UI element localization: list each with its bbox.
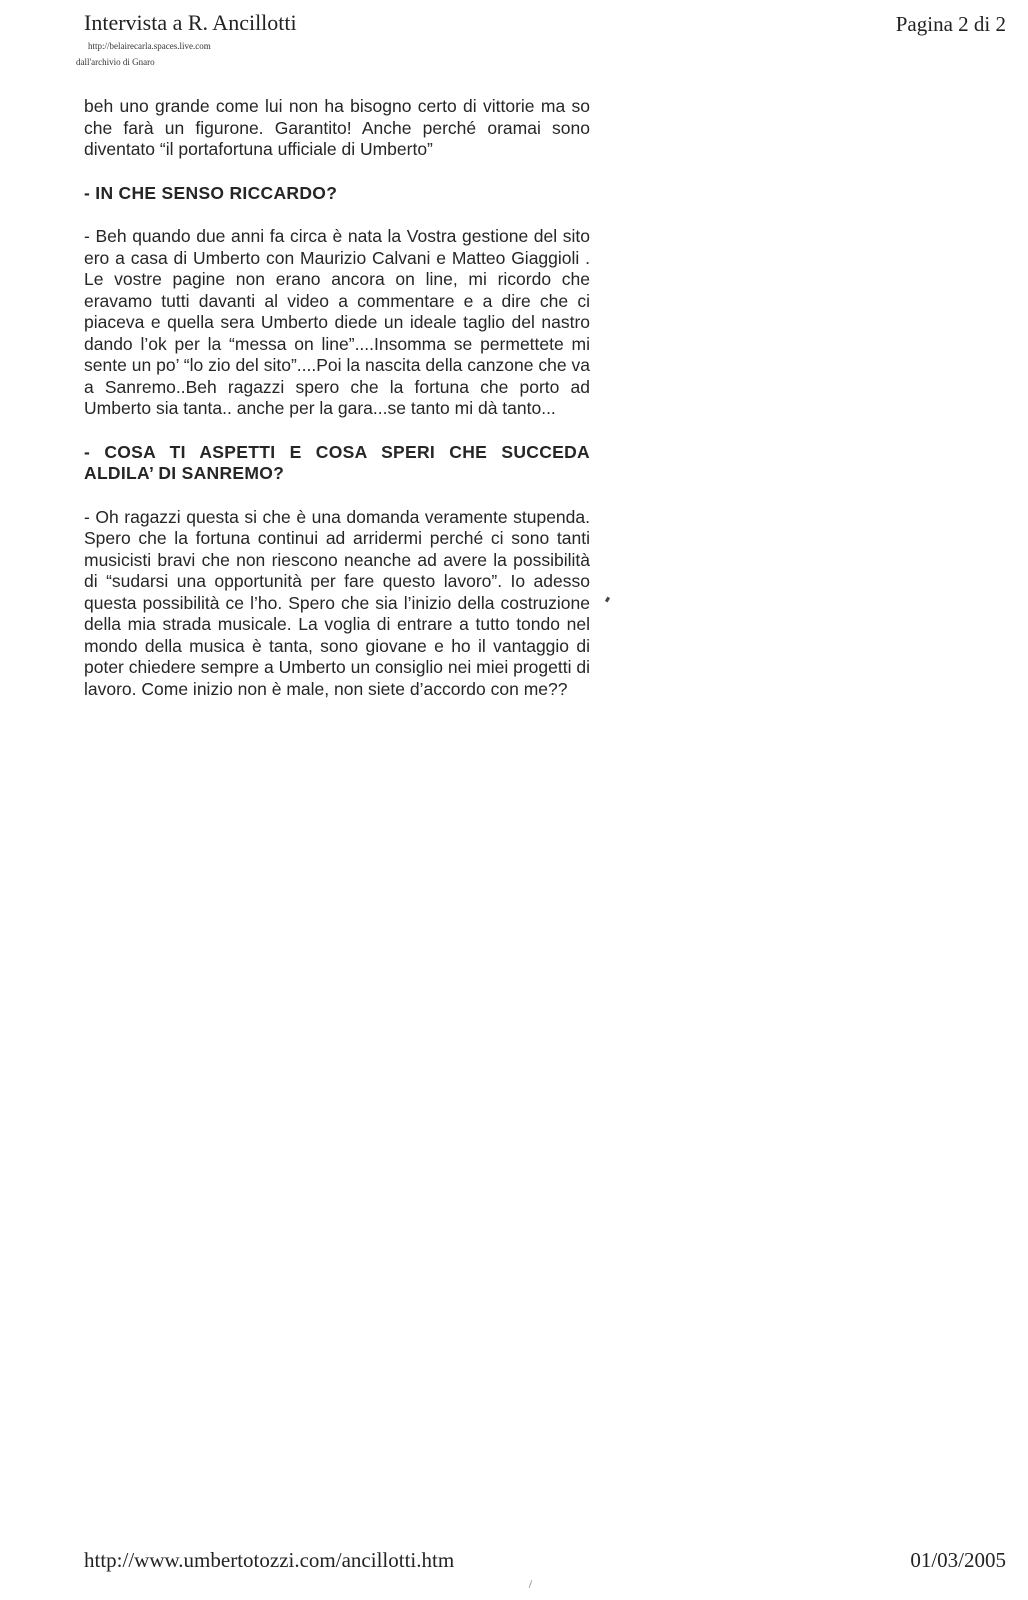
answer-paragraph: - Oh ragazzi questa si che è una domanda veramente stupenda. Spero che la fortuna continui ad arridermi perché ci sono tanti musicisti bravi che non riescono neanche ad avere la possibilità di “sudarsi una opportunità per fare questo lavoro”. Io adesso questa possibilità ce l’ho. Spero che sia l’inizio della costruzione della mia strada musicale. La voglia di entrare a tutto tondo nel mondo della musica è tanta, sono giovane e ho il vantaggio di poter chiedere sempre a Umberto un consiglio nei miei progetti di lavoro. Come inizio non è male, non siete d’accordo con me??	[84, 506, 590, 699]
archive-note: dall'archivio di Gnaro	[76, 57, 155, 67]
question-heading: - IN CHE SENSO RICCARDO?	[84, 182, 338, 203]
answer-paragraph: - Beh quando due anni fa circa è nata la Vostra gestione del sito ero a casa di Umberto con Maurizio Calvani e Matteo Giaggioli . Le vostre pagine non erano ancora on line, mi ricordo che eravamo tutti davanti al video a commentare e a dire che ci piaceva e quella sera Umberto diede un ideale taglio del nastro dando l’ok per la “messa on line”....Insomma se permettete mi sente un po’ “lo zio del sito”....Poi la nascita della canzone che va a Sanremo..Beh ragazzi spero che la fortuna che porto ad Umberto sia tanta.. anche per la gara...se tanto mi dà tanto...	[84, 226, 590, 418]
scan-speck	[605, 597, 610, 603]
document-title: Intervista a R. Ancillotti	[84, 10, 297, 35]
answer-paragraph: beh uno grande come lui non ha bisogno certo di vittorie ma so che farà un figurone. Garantito! Anche perché oramai sono diventato “il portafortuna ufficiale di Umberto”	[84, 96, 590, 159]
page-number: Pagina 2 di 2	[895, 12, 1006, 36]
question-heading: - COSA TI ASPETTI E COSA SPERI CHE SUCCEDA ALDILA’ DI SANREMO?	[84, 441, 590, 483]
footer-date: 01/03/2005	[910, 1548, 1006, 1572]
article-body	[84, 96, 590, 700]
footer-url: http://www.umbertotozzi.com/ancillotti.htm	[84, 1548, 455, 1572]
source-url: http://belairecarla.spaces.live.com	[88, 41, 211, 51]
scan-speck	[529, 1580, 533, 1588]
